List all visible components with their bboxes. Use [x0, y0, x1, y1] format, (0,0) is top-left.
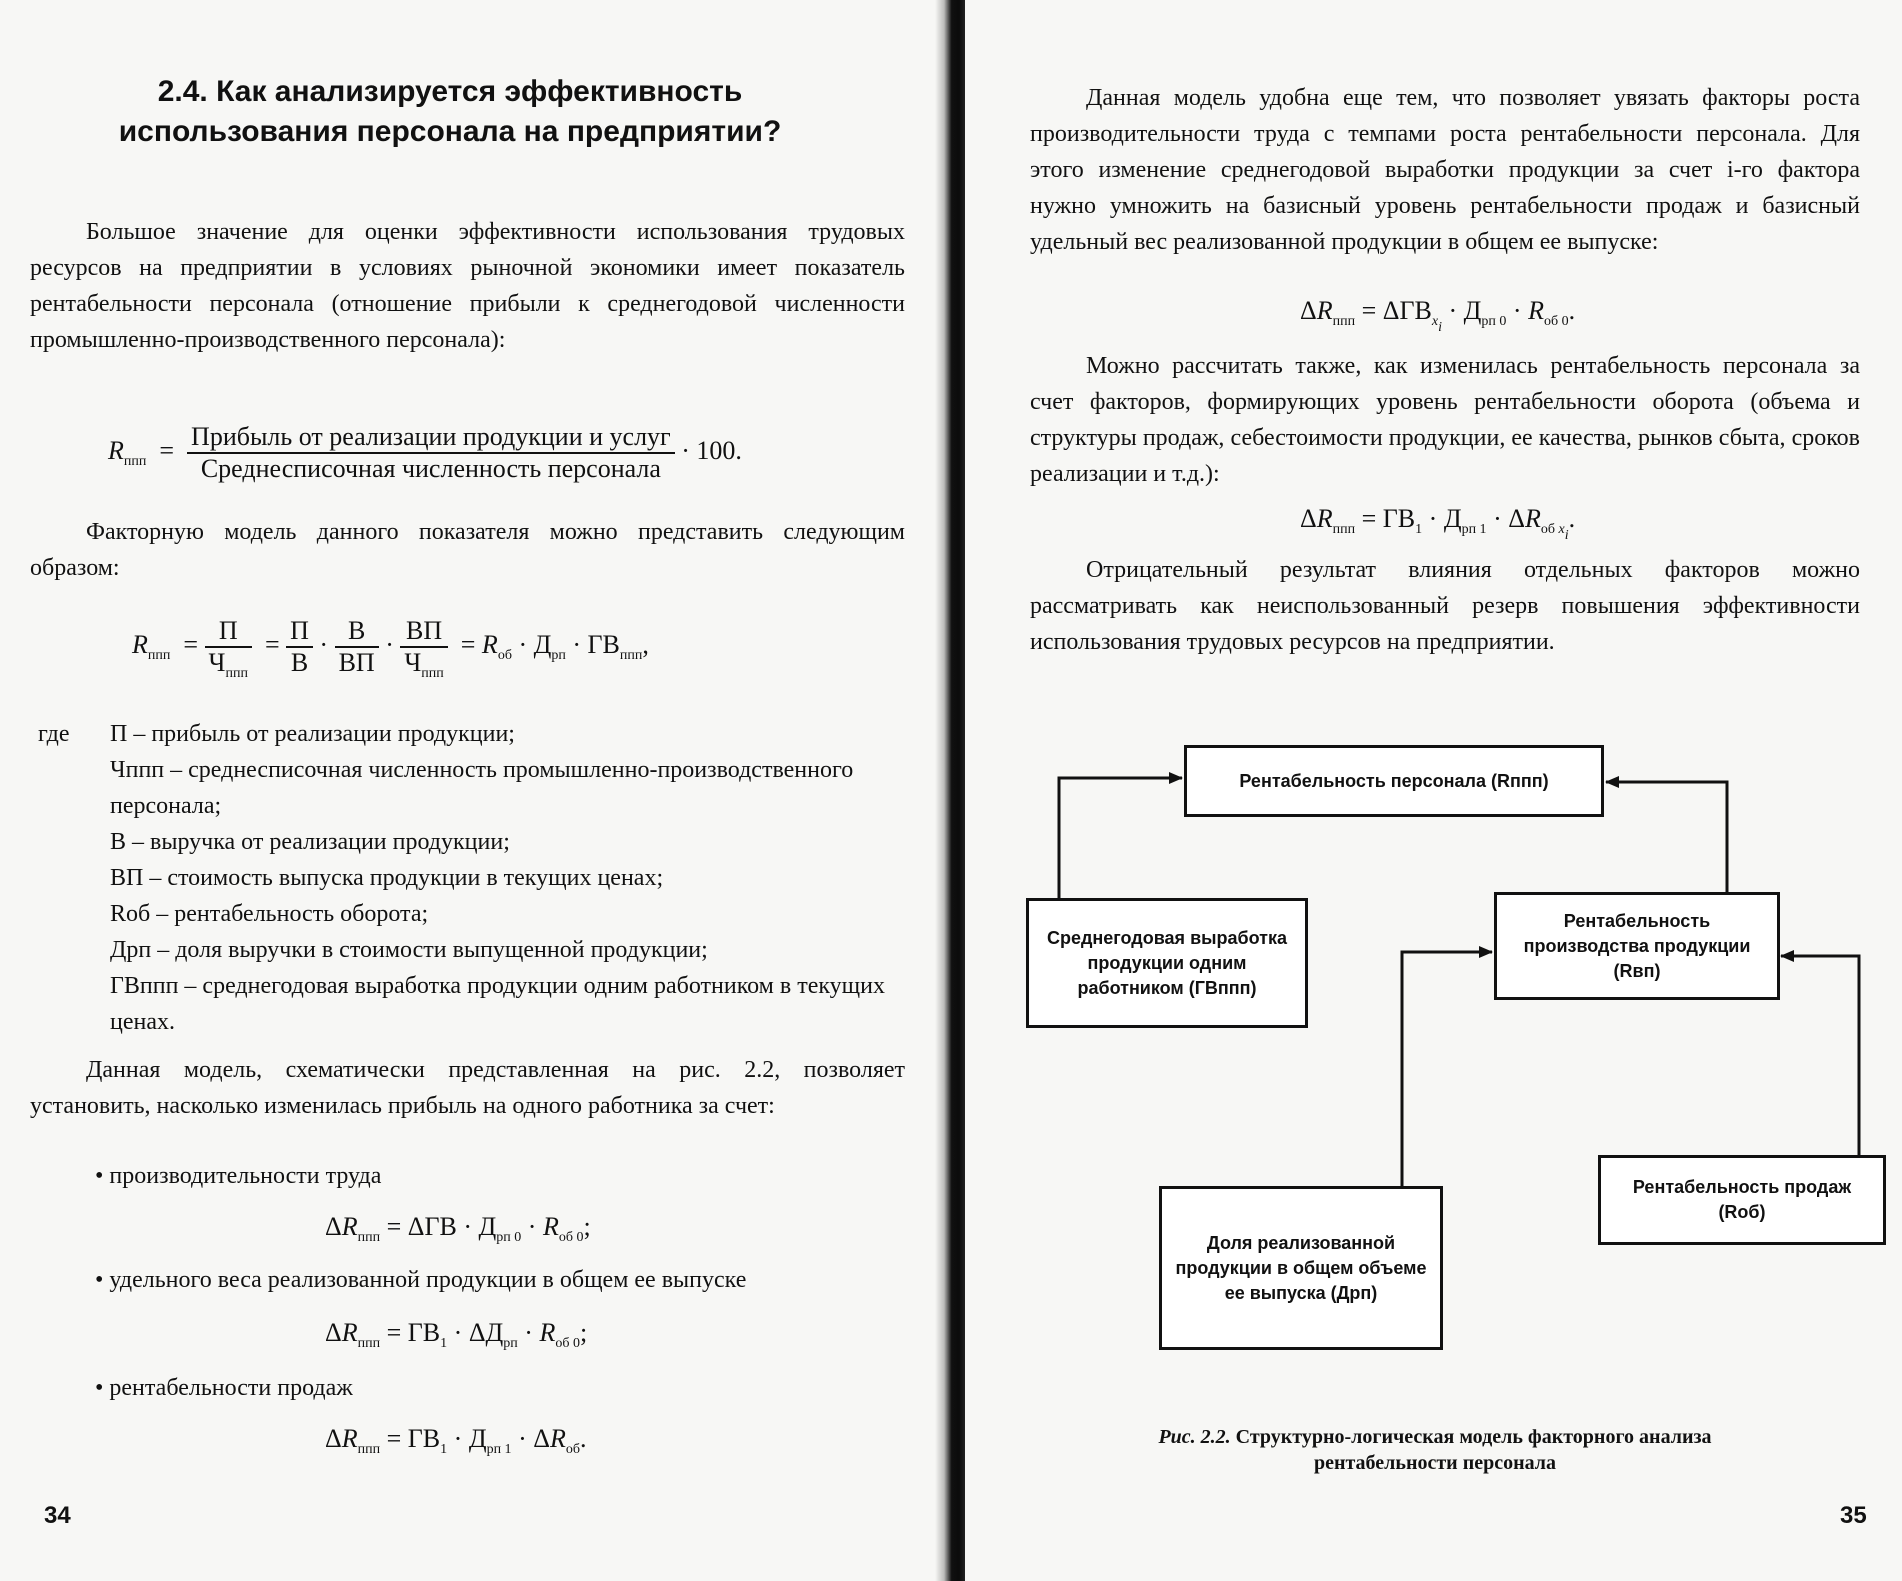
definition-item: ВП – стоимость выпуска продукции в текущих ценах; — [110, 865, 664, 891]
figure-caption — [1085, 1424, 1785, 1476]
right-page — [965, 0, 1902, 1581]
definition-item: П – прибыль от реализации продукции; — [110, 721, 515, 747]
formula-personnel-profitability: $R_{ппп}$ = $\frac{\text{Прибыль от реализации продукции и услуг}}{\text{Среднесписочная численность персонала}}$ · 100. — [108, 422, 742, 483]
arrow-production-to-personnel — [1606, 782, 1727, 893]
box-sold-products-share-text: Доля реализованной продукции в общем объеме ее выпуска (Дрп) — [1175, 1232, 1427, 1303]
formula1-numerator: Прибыль от реализации продукции и услуг — [187, 422, 675, 454]
arrow-sales-to-production — [1781, 956, 1859, 1155]
box-sales-profitability — [1598, 1155, 1886, 1245]
formula-sales-share: $\Delta R_{ппп} = ГВ_1 \cdot \Delta Д_{рп} \cdot R_{об 0}$; — [325, 1318, 588, 1351]
arrow-share-to-production — [1402, 952, 1492, 1186]
formula-turnover: $\Delta R_{ппп} = ГВ_1 \cdot Д_{рп 1} \cdot \Delta R_{об x_i}$. — [1300, 504, 1576, 543]
definition-item: ГВппп – среднегодовая выработка продукции одним работником в текущих ценах. — [110, 973, 885, 1035]
paragraph-model-convenience: Данная модель удобна еще тем, что позволяет увязать факторы роста производительности труда с темпами роста рентабельности персонала. Для этого изменение среднегодовой выработки продукции за счет i-го фактора нужно умножить на базисный уровень рентабельности продаж и базисный удельный вес реализованной продукции в общем ее выпуске: — [1030, 85, 1860, 255]
box-average-output — [1026, 898, 1308, 1028]
formula-sales-profitability: $\Delta R_{ппп} = ГВ_1 \cdot Д_{рп 1} \cdot \Delta R_{об}$. — [325, 1424, 587, 1457]
box-sales-profitability-text: Рентабельность продаж (Rоб) — [1632, 1177, 1852, 1222]
formula-factor-i: $\Delta R_{ппп} = \Delta ГВ_{x_i} \cdot Д_{рп 0} \cdot R_{об 0}$. — [1300, 296, 1576, 335]
definition-item: В – выручка от реализации продукции; — [110, 829, 510, 855]
formula1-fraction — [187, 422, 675, 484]
heading-line-1: 2.4. Как анализируется эффективность — [157, 75, 743, 108]
definition-item: Rоб – рентабельность оборота; — [110, 901, 429, 927]
book-spine — [935, 0, 965, 1581]
box-production-profitability — [1494, 892, 1780, 1000]
factor-model-paragraph: Факторную модель данного показателя можно представить следующим образом: — [30, 519, 905, 581]
definition-item: Дрп – доля выручки в стоимости выпущенной продукции; — [110, 937, 708, 963]
page-number: 35 — [1840, 1502, 1867, 1529]
section-heading — [60, 72, 840, 152]
formula-labor-productivity: $\Delta R_{ппп} = \Delta ГВ \cdot Д_{рп 0} \cdot R_{об 0}$; — [325, 1212, 591, 1245]
paragraph-turnover-factors: Можно рассчитать также, как изменилась рентабельность персонала за счет факторов, формирующих уровень рентабельности оборота (объема и структуры продаж, себестоимости продукции, ее качества, рынков сбыта, сроков реализации и т.д.): — [1030, 353, 1860, 487]
bullet-text: производительности труда — [109, 1163, 382, 1189]
box-average-output-text: Среднегодовая выработка продукции одним работником (ГВппп) — [1046, 927, 1288, 998]
formula1-multiplier: · 100. — [681, 435, 742, 465]
caption-line-2: рентабельности персонала — [1313, 1452, 1557, 1474]
definition-item: Чппп – среднесписочная численность промышленно-производственного персонала; — [110, 757, 854, 819]
bullet-item: • рентабельности продаж — [95, 1375, 353, 1401]
arrow-output-to-personnel — [1059, 778, 1182, 900]
model-paragraph: Данная модель, схематически представленная на рис. 2.2, позволяет установить, насколько изменилась прибыль на одного работника за счет: — [30, 1057, 905, 1119]
bullet-item: • производительности труда — [95, 1163, 382, 1189]
box-sold-products-share — [1159, 1186, 1443, 1350]
left-page — [0, 0, 935, 1581]
bullet-item: • удельного веса реализованной продукции в общем ее выпуске — [95, 1267, 747, 1293]
caption-text: Структурно-логическая модель факторного анализа — [1235, 1426, 1712, 1448]
bullet-text: удельного веса реализованной продукции в общем ее выпуске — [109, 1267, 747, 1293]
formula-factor-model: $R_{ппп}$ = $\frac{П}{Ч_{ппп}}$ = $\frac{П}{В}$ · $\frac{В}{ВП}$ · $\frac{ВП}{Ч_{ппп}}$ = $R_{об} \cdot Д_{рп} \cdot ГВ_{ппп}$, — [132, 616, 649, 681]
box-personnel-profitability — [1184, 745, 1604, 817]
definitions-list — [110, 716, 910, 1040]
caption-label: Рис. 2.2. — [1158, 1426, 1231, 1448]
paragraph-negative-result: Отрицательный результат влияния отдельных факторов можно рассматривать как неиспользованный резерв повышения эффективности использования трудовых ресурсов на предприятии. — [1030, 557, 1860, 655]
formula1-denominator: Среднесписочная численность персонала — [200, 454, 661, 483]
intro-paragraph: Большое значение для оценки эффективности использования трудовых ресурсов на предприятии в условиях рыночной экономики имеет показатель рентабельности персонала (отношение прибыли к среднегодовой численности промышленно-производственного персонала): — [30, 219, 905, 353]
box-personnel-profitability-text: Рентабельность персонала (Rппп) — [1239, 770, 1549, 791]
where-label: где — [38, 721, 70, 747]
bullet-text: рентабельности продаж — [109, 1375, 353, 1401]
box-production-profitability-text: Рентабельность производства продукции (Rвп) — [1523, 910, 1751, 981]
heading-line-2: использования персонала на предприятии? — [118, 115, 782, 148]
page-number: 34 — [44, 1502, 71, 1529]
